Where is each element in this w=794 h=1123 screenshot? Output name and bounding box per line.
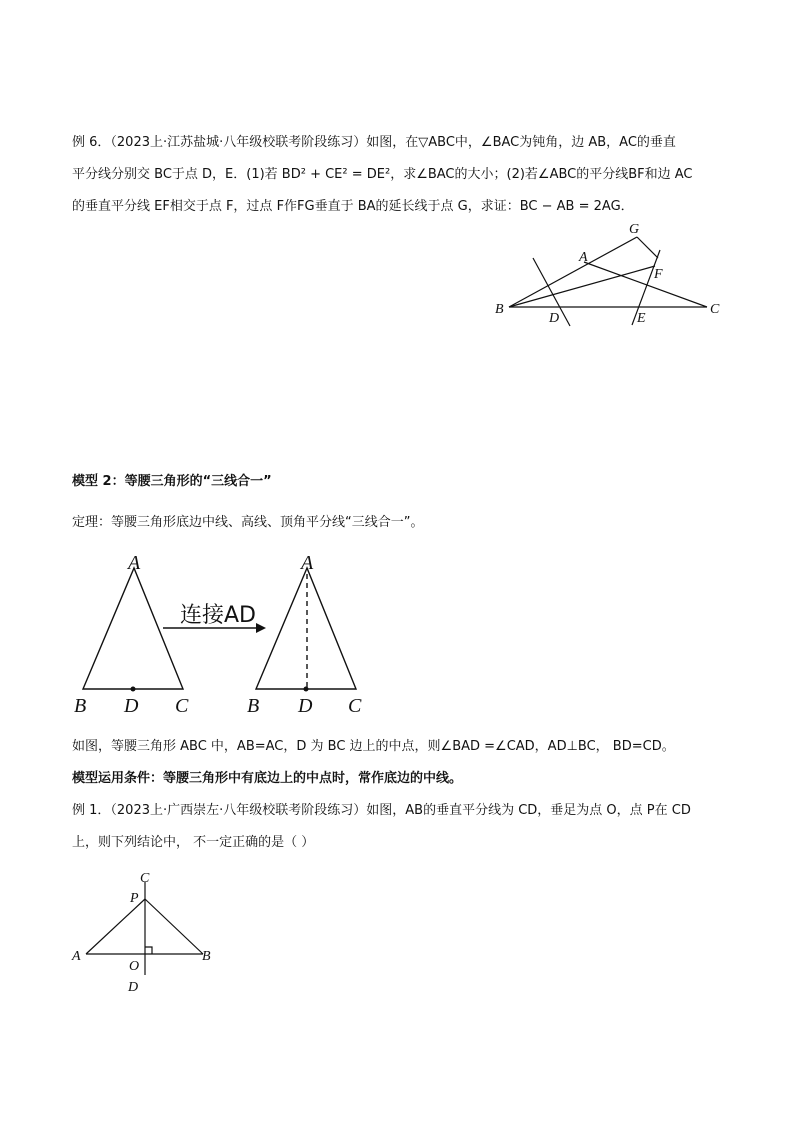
explanation-text: 如图，等腰三角形 ABC 中，AB=AC，D 为 BC 边上的中点，则∠BAD =∠CAD，AD⊥BC， BD=CD。: [72, 739, 675, 754]
label-o: O: [129, 959, 140, 974]
usage-condition: 模型运用条件：等腰三角形中有底边上的中点时，常作底边的中线。: [72, 771, 463, 786]
label-a: A: [72, 949, 81, 964]
label-p: P: [130, 891, 139, 906]
example1-line-1: 例 1．（2023上·广西崇左·八年级校联考阶段练习）如图，AB的垂直平分线为 CD，垂足为点 O，点 P在 CD: [72, 803, 691, 818]
left-label-d: D: [124, 695, 139, 717]
label-d: D: [549, 311, 560, 326]
example6-line-2: 平分线分别交 BC于点 D，E．(1)若 BD² + CE² = DE²，求∠BAC的大小；(2)若∠ABC的平分线BF和边 AC: [72, 167, 693, 182]
example6-line-3: 的垂直平分线 EF相交于点 F，过点 F作FG垂直于 BA的延长线于点 G，求证：BC − AB = 2AG．: [72, 199, 634, 214]
right-label-c: C: [348, 695, 362, 717]
label-d: D: [128, 980, 139, 995]
label-f: F: [654, 267, 663, 282]
example1-line-2: 上，则下列结论中， 不一定正确的是（ ）: [72, 835, 315, 850]
label-b: B: [202, 949, 211, 964]
left-label-b: B: [74, 695, 87, 717]
left-label-a: A: [128, 552, 141, 574]
right-label-d: D: [298, 695, 313, 717]
label-c: C: [140, 871, 150, 886]
example6-line-1: 例 6．（2023上·江苏盐城·八年级校联考阶段练习）如图，在▽ABC中，∠BAC为钝角，边 AB，AC的垂直: [72, 135, 676, 150]
right-label-a: A: [301, 552, 314, 574]
arrow-label-connect-ad: 连接AD: [180, 603, 256, 628]
label-c: C: [710, 302, 720, 317]
label-a: A: [579, 250, 588, 265]
left-label-c: C: [175, 695, 189, 717]
model2-theorem: 定理：等腰三角形底边中线、高线、顶角平分线“三线合一”。: [72, 515, 424, 530]
label-e: E: [637, 311, 646, 326]
model2-title: 模型 2：等腰三角形的“三线合一”: [72, 474, 272, 489]
label-b: B: [495, 302, 504, 317]
right-label-b: B: [247, 695, 260, 717]
label-g: G: [629, 222, 640, 237]
